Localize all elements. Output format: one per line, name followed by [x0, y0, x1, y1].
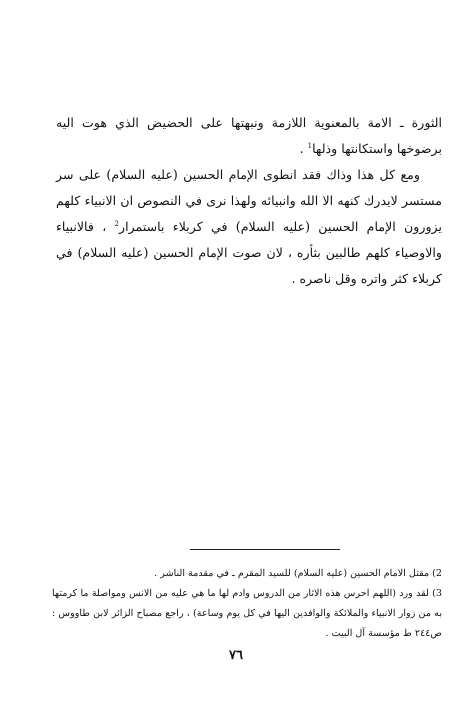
footnote-marker-2: 2	[114, 219, 120, 228]
footnote-divider	[190, 549, 340, 550]
paragraph-2	[56, 162, 442, 292]
body-text	[56, 110, 442, 292]
paragraph-2-text-a: ومع كل هذا وذاك فقد انطوى الإمام الحسين (عليه السلام) على سر مستسر لايدرك كنهه الا الله وانبيائه ولهذا نرى في النصوص ان الانبياء كلهم يزورون الإمام الحسين (عليه السلام) في كربلاء باستمرار	[56, 167, 442, 234]
footnote-marker-1: 1	[307, 141, 313, 150]
footnote-1: 2) مقتل الامام الحسين (عليه السلام) للسيد المقرم ـ في مقدمة الناشر .	[154, 568, 442, 579]
paragraph-1	[56, 110, 442, 162]
page-number: ٧٦	[229, 648, 243, 663]
footnotes	[52, 564, 442, 644]
paragraph-1-text: الثورة ـ الامة بالمعنوية اللازمة ونبهتها على الحضيض الذي هوت اليه برضوخها واستكانتها وذلها	[56, 115, 442, 156]
paragraph-1-end: .	[299, 141, 308, 156]
footnote-2: 3) لقد ورد (اللهم احرس هذه الاثار من الدروس وادم لها ما هي عليه من الانس ومواصلة ما كرمتها به من زوار الانبياء والملائكة والوافدين اليها في كل يوم وساعة) ، راجع مصباح الزائر لابن طاووس : ص٢٤٤ ط مؤسسة آل البيت .	[52, 588, 442, 639]
paragraph-2-text-b: ، فالانبياء والاوصياء كلهم طالبين بثأره ، لان صوت الإمام الحسين (عليه السلام) في كربلاء كثر واتره وقل ناصره .	[56, 219, 442, 286]
